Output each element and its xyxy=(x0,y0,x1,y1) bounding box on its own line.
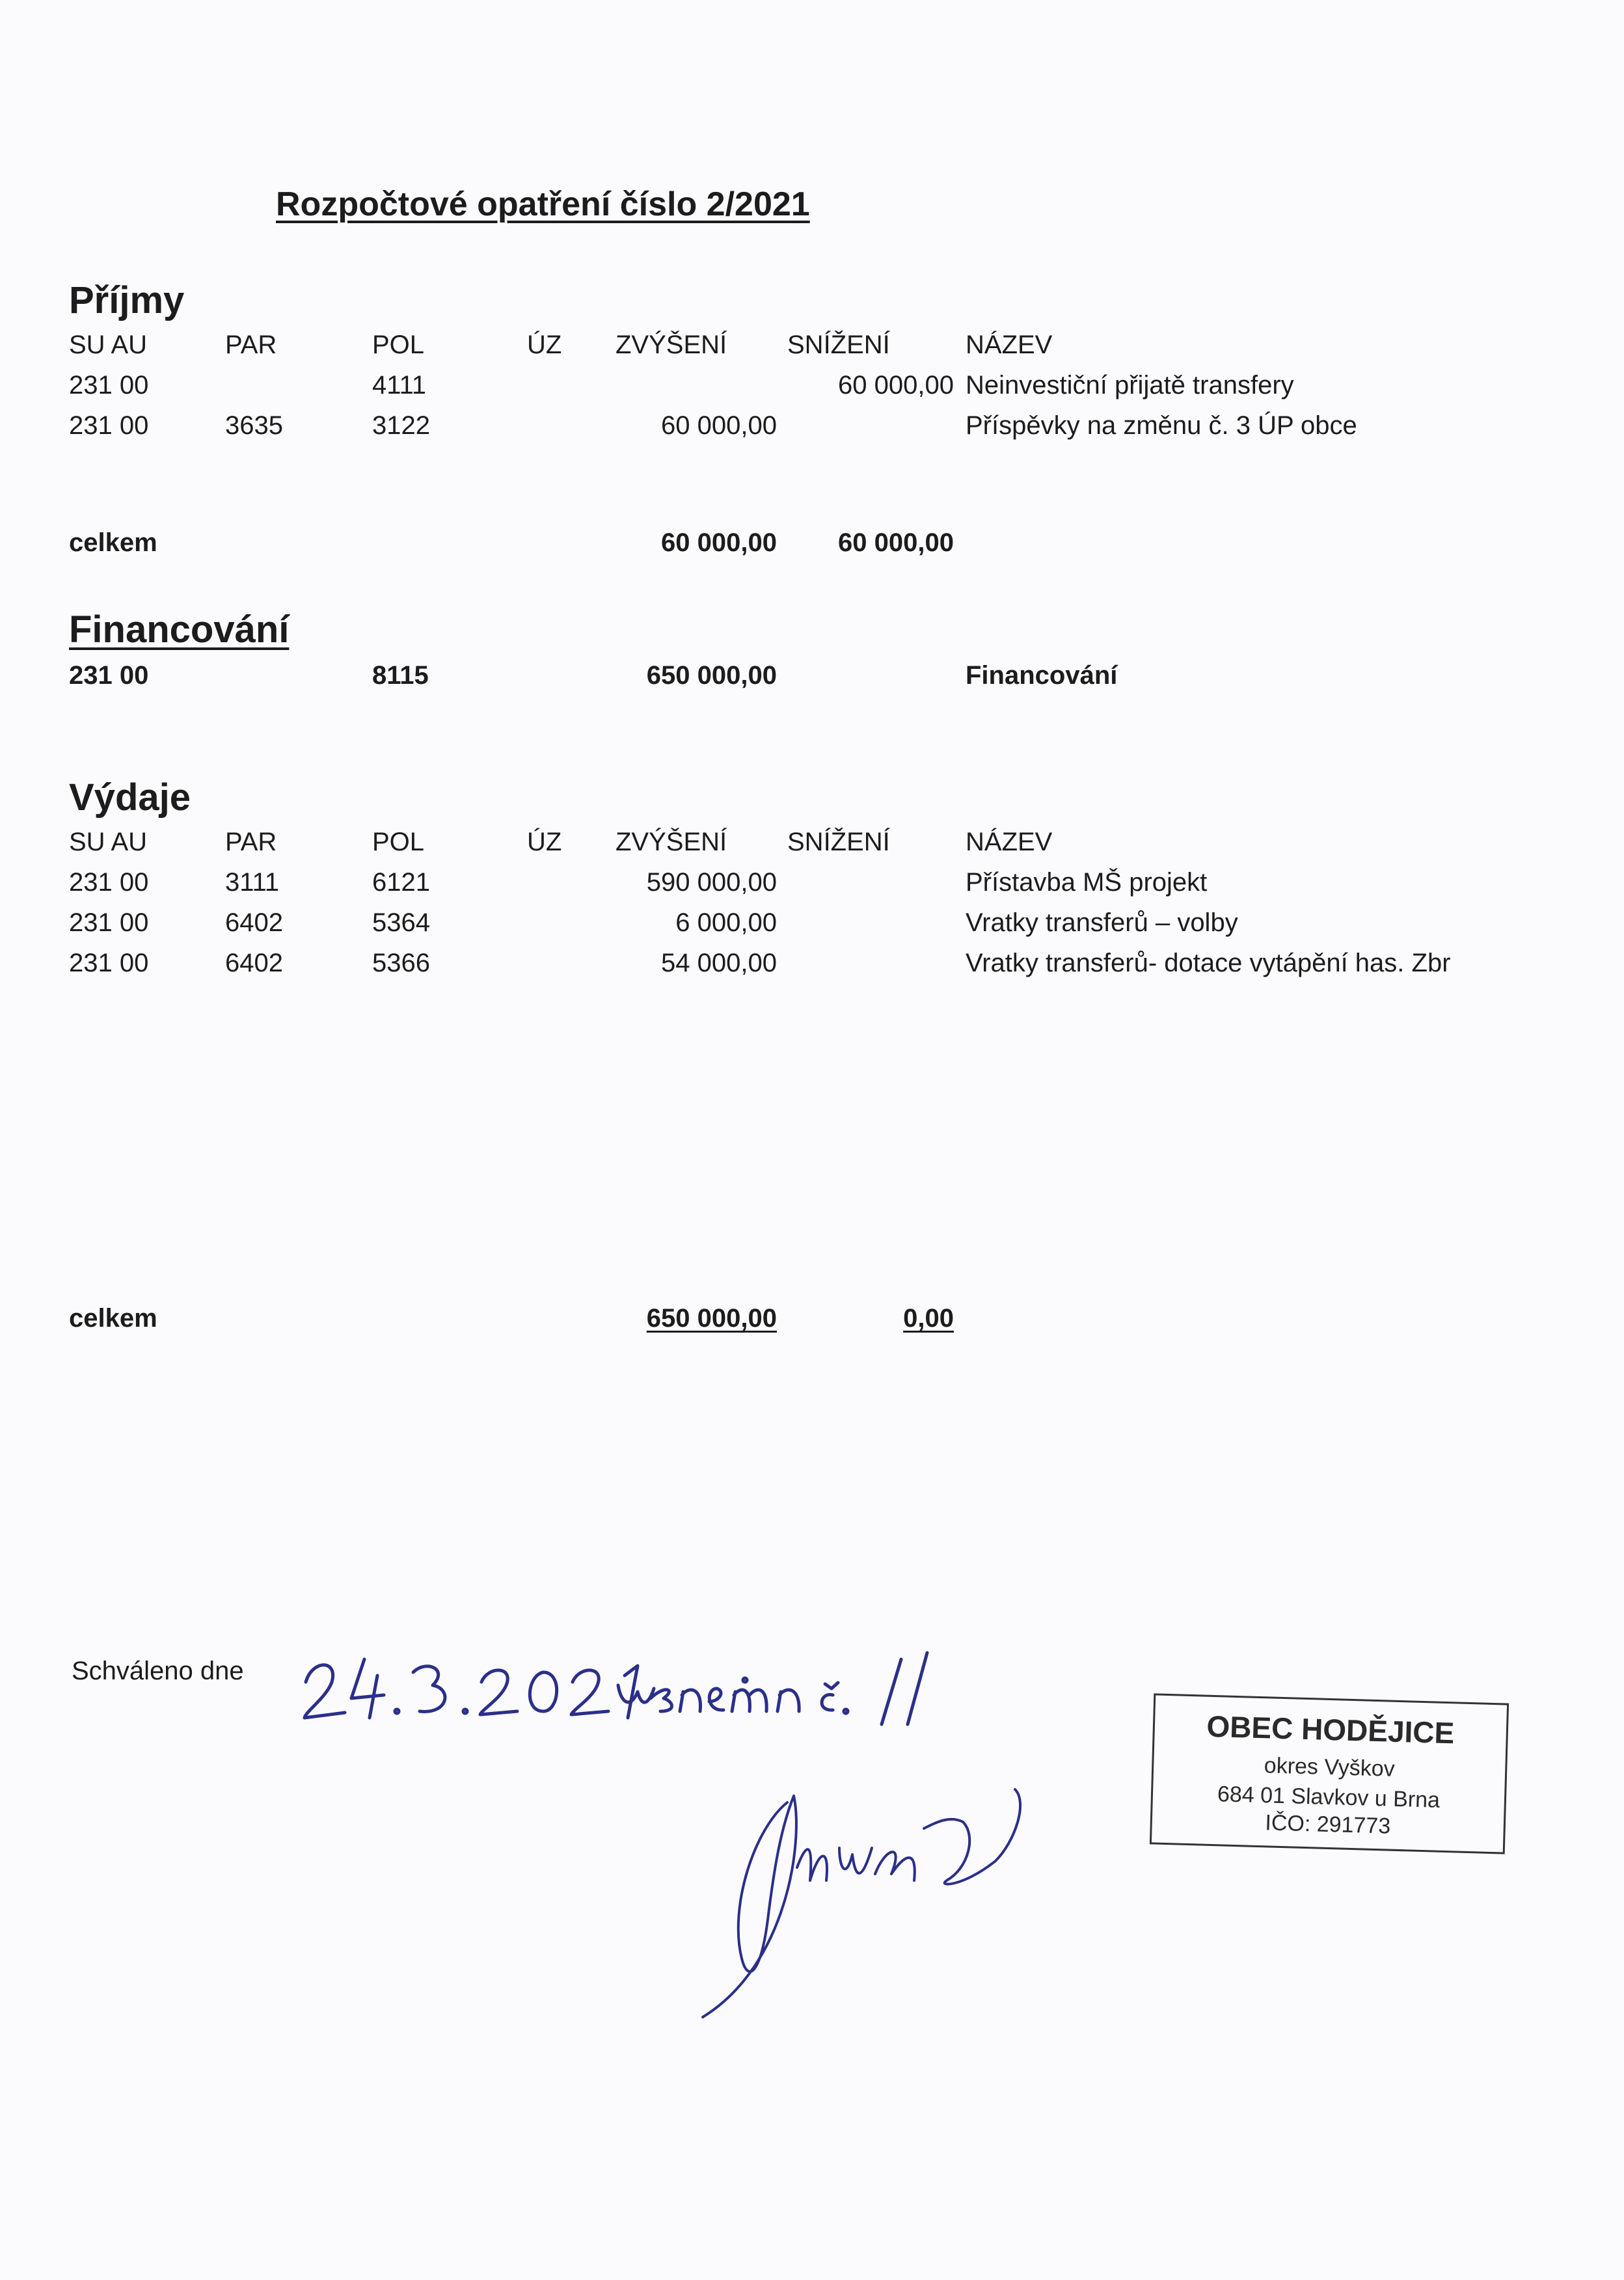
cell-par: 3111 xyxy=(225,868,280,897)
header-su-au: SU AU xyxy=(69,828,148,856)
stamp-line-1: OBEC HODĚJICE xyxy=(1206,1709,1455,1750)
cell-pol: 3122 xyxy=(372,411,430,440)
table-row xyxy=(0,371,1624,407)
cell-zvyseni: 6 000,00 xyxy=(675,908,777,937)
section-heading-financovani: Financování xyxy=(69,608,290,651)
cell-nazev: Financování xyxy=(966,661,1118,690)
header-uz: ÚZ xyxy=(527,828,562,856)
cell-su-au: 231 00 xyxy=(69,949,149,977)
table-row xyxy=(0,411,1624,448)
total-row-vydaje xyxy=(0,1304,1624,1340)
header-snizeni: SNÍŽENÍ xyxy=(787,331,890,359)
table-header-prijmy xyxy=(0,331,1624,367)
header-zvyseni: ZVÝŠENÍ xyxy=(616,828,727,856)
header-nazev: NÁZEV xyxy=(966,331,1053,359)
cell-pol: 5364 xyxy=(372,908,430,937)
header-snizeni: SNÍŽENÍ xyxy=(787,828,890,856)
stamp-line-3: 684 01 Slavkov u Brna xyxy=(1217,1782,1441,1813)
table-row xyxy=(0,868,1624,904)
header-zvyseni: ZVÝŠENÍ xyxy=(616,331,727,359)
cell-nazev: Příspěvky na změnu č. 3 ÚP obce xyxy=(966,411,1357,440)
total-zvyseni: 60 000,00 xyxy=(661,528,777,557)
table-row xyxy=(0,949,1624,985)
cell-par: 6402 xyxy=(225,949,283,977)
cell-zvyseni: 590 000,00 xyxy=(646,868,777,897)
cell-nazev: Neinvestiční přijatě transfery xyxy=(966,371,1294,400)
section-heading-vydaje: Výdaje xyxy=(69,776,191,819)
official-stamp xyxy=(1150,1693,1509,1854)
cell-snizeni: 60 000,00 xyxy=(838,371,954,400)
cell-su-au: 231 00 xyxy=(69,411,149,440)
total-row-prijmy xyxy=(0,528,1624,565)
total-snizeni: 60 000,00 xyxy=(838,528,954,557)
cell-pol: 5366 xyxy=(372,949,430,977)
cell-zvyseni: 60 000,00 xyxy=(661,411,777,440)
cell-pol: 6121 xyxy=(372,868,430,897)
table-row xyxy=(0,661,1624,698)
cell-su-au: 231 00 xyxy=(69,371,149,400)
cell-pol: 8115 xyxy=(372,661,429,690)
header-pol: POL xyxy=(372,828,425,856)
header-par: PAR xyxy=(225,331,277,359)
total-label: celkem xyxy=(69,528,157,557)
table-row xyxy=(0,908,1624,945)
cell-par: 6402 xyxy=(225,908,283,937)
cell-par: 3635 xyxy=(225,411,283,440)
cell-nazev: Vratky transferů- dotace vytápění has. Zbr xyxy=(966,949,1451,977)
total-label: celkem xyxy=(69,1304,157,1333)
header-nazev: NÁZEV xyxy=(966,828,1053,856)
signature xyxy=(690,1750,1054,2024)
header-pol: POL xyxy=(372,331,425,359)
cell-su-au: 231 00 xyxy=(69,908,149,937)
cell-nazev: Vratky transferů – volby xyxy=(966,908,1238,937)
cell-zvyseni: 650 000,00 xyxy=(646,661,777,690)
table-header-vydaje xyxy=(0,828,1624,864)
section-heading-prijmy: Příjmy xyxy=(69,279,185,321)
approval-label: Schváleno dne xyxy=(72,1657,244,1685)
header-su-au: SU AU xyxy=(69,331,148,359)
header-par: PAR xyxy=(225,828,277,856)
stamp-line-4: IČO: 291773 xyxy=(1264,1810,1391,1839)
stamp-line-2: okres Vyškov xyxy=(1264,1753,1396,1782)
cell-su-au: 231 00 xyxy=(69,661,149,690)
cell-nazev: Přístavba MŠ projekt xyxy=(966,868,1208,897)
document-title: Rozpočtové opatření číslo 2/2021 xyxy=(276,185,810,223)
total-zvyseni: 650 000,00 xyxy=(646,1304,777,1333)
cell-pol: 4111 xyxy=(372,371,427,400)
handwritten-approval-ink xyxy=(286,1620,1106,1731)
header-uz: ÚZ xyxy=(527,331,562,359)
cell-su-au: 231 00 xyxy=(69,868,149,897)
total-snizeni: 0,00 xyxy=(903,1304,954,1333)
cell-zvyseni: 54 000,00 xyxy=(661,949,777,977)
